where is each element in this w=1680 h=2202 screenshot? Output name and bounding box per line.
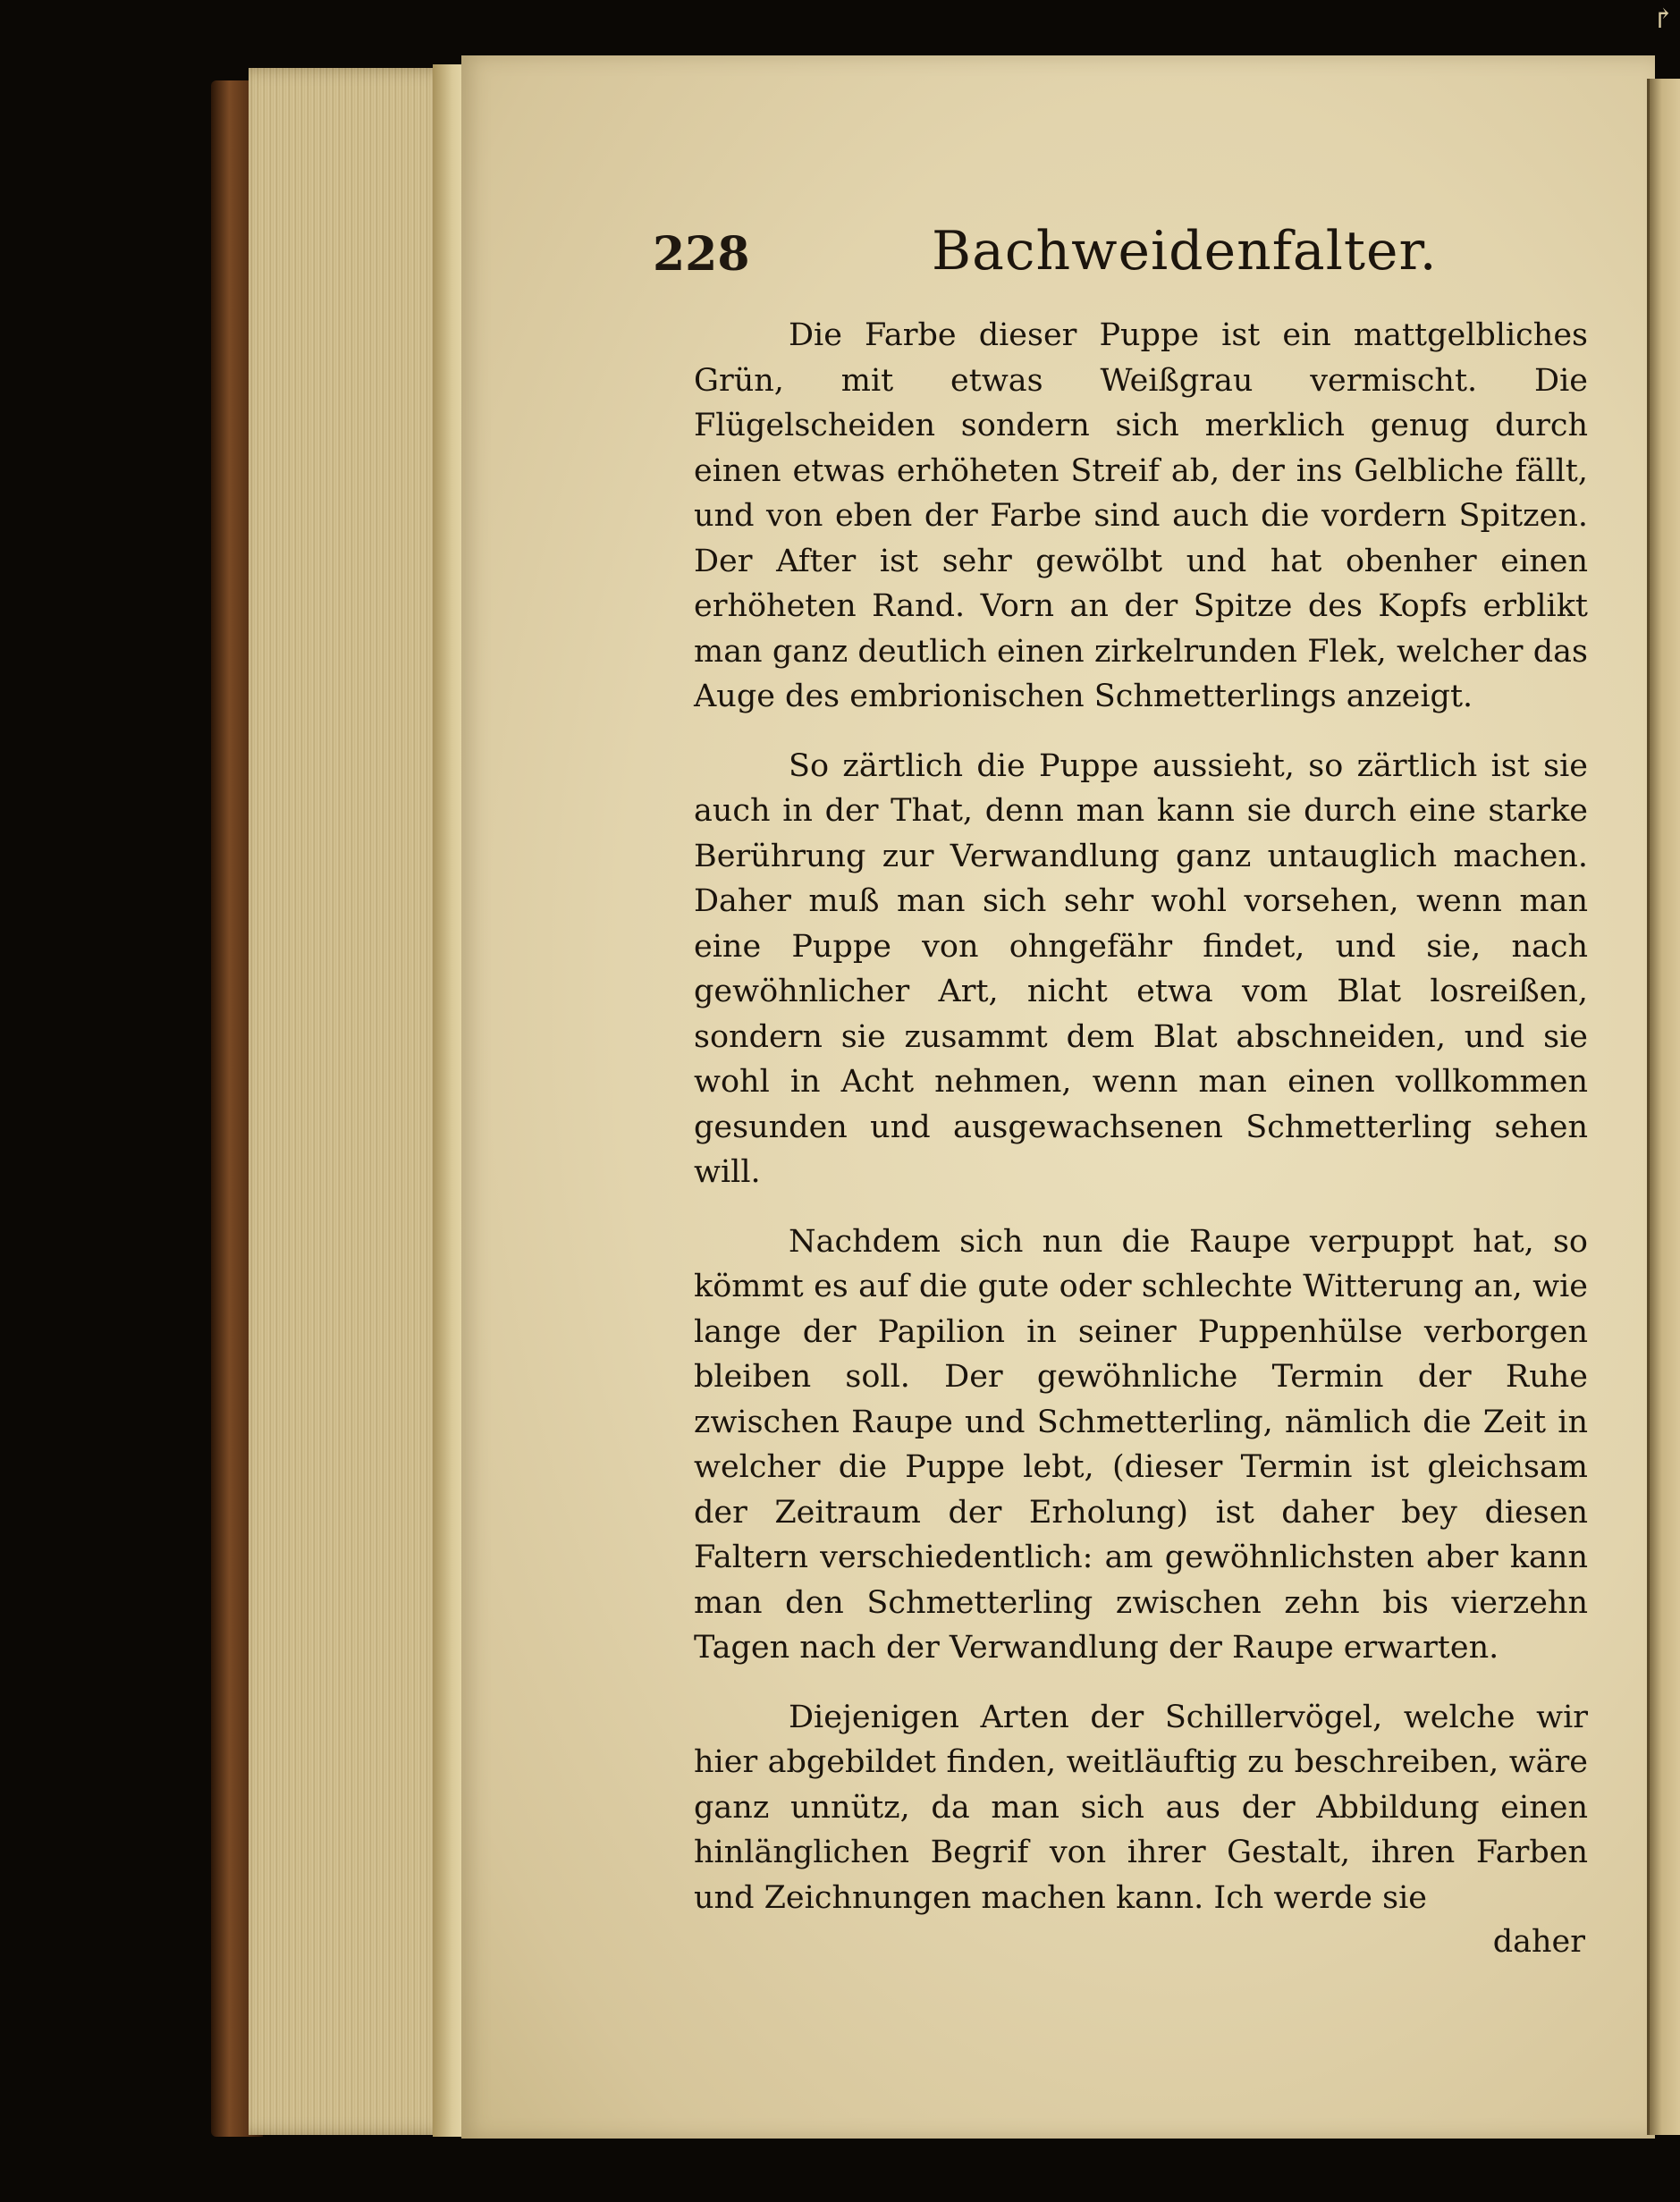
body-text <box>694 313 1588 1945</box>
page-gutter <box>433 64 465 2137</box>
catchword: daher <box>1492 1924 1585 1960</box>
facing-page-edge <box>1647 79 1680 2135</box>
corner-mark: ↱ <box>1651 4 1675 35</box>
paragraph: Diejenigen Arten der Schillervögel, welche wir hier abgebildet finden, weitläuftig zu beschreiben, wäre ganz unnütz, da man sich aus der Abbildung einen hinlänglichen Begrif von ihrer Gestalt, ihren Farben und Zeichnungen machen kann. Ich werde sie <box>694 1699 1588 1916</box>
paragraph: So zärtlich die Puppe aussieht, so zärtlich ist sie auch in der That, denn man kann sie durch eine starke Berührung zur Verwandlung ganz untauglich machen. Daher muß man sich sehr wohl vorsehen, wenn man eine Puppe von ohngefähr findet, und sie, nach gewöhnlicher Art, nicht etwa vom Blat losreißen, sondern sie zusammt dem Blat abschneiden, und sie wohl in Acht nehmen, wenn man einen vollkommen gesunden und ausgewachsenen Schmetterling sehen will. <box>694 747 1588 1190</box>
paragraph: Nachdem sich nun die Raupe verpuppt hat, so kömmt es auf die gute oder schlechte Witterung an, wie lange der Papilion in seiner Puppenhülse verborgen bleiben soll. Der gewöhnliche Termin der Ruhe zwischen Raupe und Schmetterling, nämlich die Zeit in welcher die Puppe lebt, (dieser Termin ist gleichsam der Zeitraum der Erholung) ist daher bey diesen Faltern verschiedentlich: am gewöhnlichsten aber kann man den Schmetterling zwischen zehn bis vierzehn Tagen nach der Verwandlung der Raupe erwarten. <box>694 1223 1588 1666</box>
paragraph: Die Farbe dieser Puppe ist ein mattgelbliches Grün, mit etwas Weißgrau vermischt. Die Flügelscheiden sondern sich merklich genug durch einen etwas erhöheten Streif ab, der ins Gelbliche fällt, und von eben der Farbe sind auch die vordern Spitzen. Der After ist sehr gewölbt und hat obenher einen erhöheten Rand. Vorn an der Spitze des Kopfs erblikt man ganz deutlich einen zirkelrunden Flek, welcher das Auge des embrionischen Schmetterlings anzeigt. <box>694 317 1588 714</box>
page-stack-edges <box>249 68 454 2135</box>
page-title: Bachweidenfalter. <box>932 220 1438 283</box>
running-head <box>653 220 1583 291</box>
page-number: 228 <box>653 227 750 282</box>
